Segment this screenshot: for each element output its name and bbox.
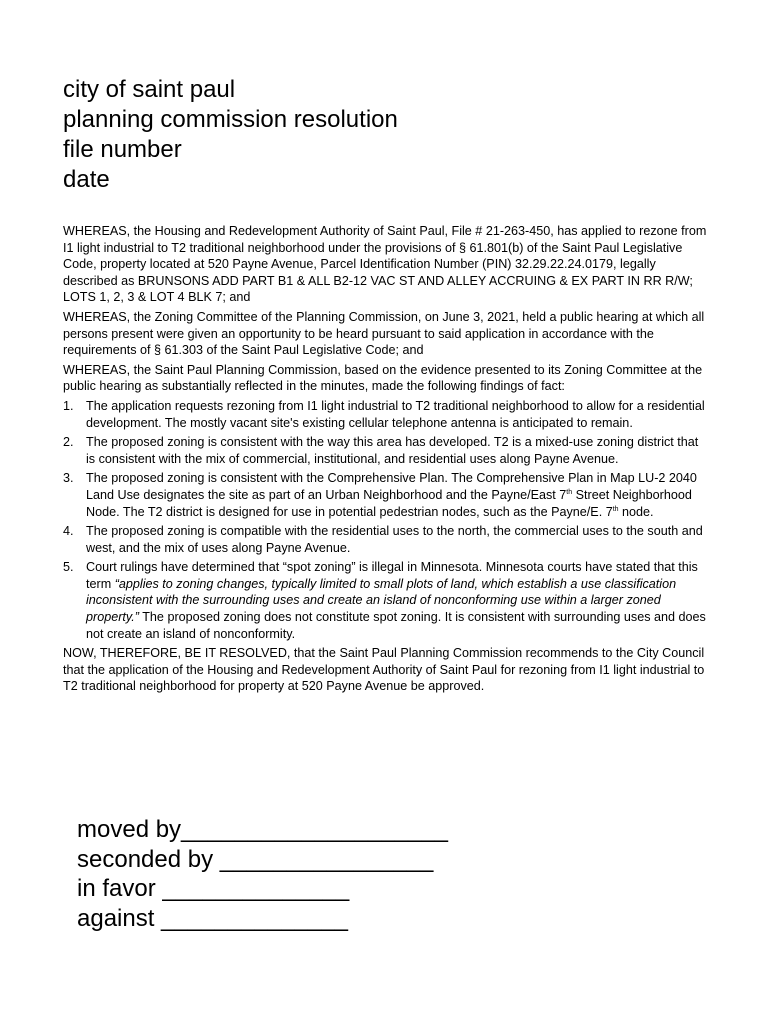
resolved-paragraph: NOW, THEREFORE, BE IT RESOLVED, that the Saint Paul Planning Commission recommends to the City Council that the application of the Housing and Redevelopment Authority of Saint Paul for rezoning from I1 light industrial to T2 traditional neighborhood for property at 520 Payne Avenue be approved. <box>63 646 705 694</box>
whereas-paragraph-1: WHEREAS, the Housing and Redevelopment Authority of Saint Paul, File # 21-263-450, has applied to rezone from I1 light industrial to T2 traditional neighborhood under the provisions of § 61.801(b) of the Saint Paul Legislative Code, property located at 520 Payne Avenue, Parcel Identification Number (PIN) 32.29.22.24.0179, legally described as BRUNSONS ADD PART B1 & ALL B2-12 VAC ST AND ALLEY ACCRUING & EX PART IN RR R/W; LOTS 1, 2, 3 & LOT 4 BLK 7; and <box>63 224 707 305</box>
against-line: against ______________ <box>77 904 348 932</box>
seconded-by-line: seconded by ________________ <box>77 845 434 873</box>
finding-text <box>86 471 697 518</box>
finding-number: 3. <box>63 471 74 486</box>
finding-text-part: The proposed zoning is consistent with the Comprehensive Plan. The Comprehensive Plan in Map LU-2 2040 Land Use designates the site as part of an Urban Neighborhood and the Payne/East 7 <box>86 471 697 502</box>
vote-section <box>77 815 448 933</box>
in-favor-line: in favor ______________ <box>77 875 350 902</box>
resolution-body <box>63 223 708 698</box>
finding-number: 4. <box>63 524 74 539</box>
finding-number: 1. <box>63 398 74 413</box>
finding-text-part: The proposed zoning does not constitute spot zoning. It is consistent with surrounding uses and does not create an island of nonconformity. <box>86 610 706 641</box>
superscript-ordinal: th <box>566 488 573 496</box>
header-file-number: file number <box>63 136 182 163</box>
whereas-paragraph-3: WHEREAS, the Saint Paul Planning Commission, based on the evidence presented to its Zoning Committee at the public hearing as substantially reflected in the minutes, made the following findings of fact: <box>63 362 703 394</box>
header-title: planning commission resolution <box>63 106 398 133</box>
finding-text-part: node. <box>618 504 654 519</box>
finding-item <box>63 523 708 556</box>
finding-item <box>63 398 708 431</box>
finding-text <box>86 560 706 640</box>
finding-number: 2. <box>63 435 74 450</box>
superscript-ordinal: th <box>612 505 619 513</box>
finding-text: The proposed zoning is compatible with the residential uses to the north, the commercial uses to the south and west, and the mix of uses along Payne Avenue. <box>86 524 703 555</box>
finding-number: 5. <box>63 560 74 575</box>
document-header <box>63 75 398 195</box>
header-city: city of saint paul <box>63 76 236 103</box>
finding-text: The application requests rezoning from I1 light industrial to T2 traditional neighborhood to allow for a residential development. The mostly vacant site's existing cellular telephone antenna is anticipated to remain. <box>86 398 705 430</box>
finding-item <box>63 470 708 520</box>
finding-text-part: Court rulings have determined that “spot zoning” is illegal in Minnesota. Minnesota courts have stated that this term <box>86 560 698 591</box>
header-date: date <box>63 166 110 193</box>
finding-item <box>63 434 708 467</box>
moved-by-line: moved by____________________ <box>77 816 449 843</box>
findings-list <box>63 398 708 642</box>
finding-text: The proposed zoning is consistent with the way this area has developed. T2 is a mixed-use zoning district that is consistent with the mix of commercial, institutional, and residential uses along Payne Avenue. <box>86 435 699 466</box>
finding-text-part: Street Neighborhood Node. The T2 district is designed for use in potential pedestrian nodes, such as the Payne/E. 7 <box>86 487 692 519</box>
court-quote: “applies to zoning changes, typically limited to small plots of land, which establish a use classification inconsistent with the surrounding uses and create an island of nonconforming use within a larger zoned property.” <box>86 576 677 625</box>
finding-item <box>63 559 708 642</box>
whereas-paragraph-2: WHEREAS, the Zoning Committee of the Planning Commission, on June 3, 2021, held a public hearing at which all persons present were given an opportunity to be heard pursuant to said application in accordance with the requirements of § 61.303 of the Saint Paul Legislative Code; and <box>63 309 705 358</box>
